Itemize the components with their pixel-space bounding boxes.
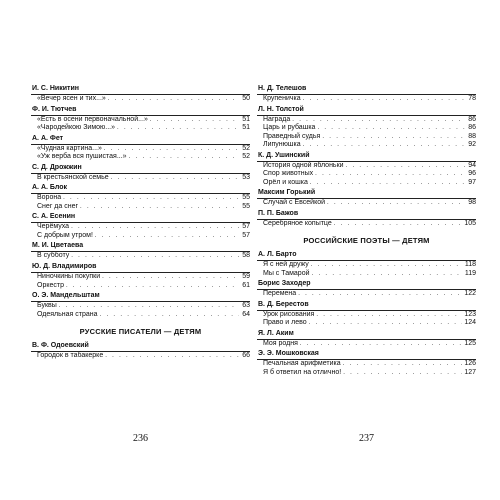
- toc-entry: [257, 141, 476, 150]
- entry-page-number: 78: [468, 95, 476, 102]
- toc-entry: [257, 319, 476, 328]
- dot-leader: [105, 352, 239, 361]
- toc-entry: [257, 261, 476, 270]
- toc-entry: [257, 311, 476, 320]
- entry-title: Ворона: [37, 194, 62, 202]
- entry-title: «Вечер ясен и тих...»: [37, 95, 106, 102]
- dot-leader: [310, 179, 465, 188]
- entry-page-number: 118: [464, 261, 476, 269]
- entry-title: В крестьянской семье: [37, 173, 109, 181]
- entry-page-number: 58: [242, 252, 250, 260]
- dot-leader: [104, 145, 239, 154]
- entry-page-number: 122: [464, 290, 476, 298]
- dot-leader: [59, 302, 239, 311]
- entry-page-number: 126: [464, 360, 476, 368]
- toc-entry: [257, 179, 476, 188]
- entry-title: «Есть в осени первоначальной...»: [37, 115, 148, 123]
- dot-leader: [117, 124, 239, 133]
- dot-leader: [316, 311, 462, 320]
- entry-title: Городок в табакерке: [37, 351, 104, 359]
- entry-page-number: 105: [464, 219, 476, 227]
- entry-title: Орёл и кошка: [263, 178, 308, 186]
- page-number-left: 236: [133, 433, 148, 444]
- entry-page-number: 97: [468, 178, 476, 186]
- toc-author-section: [257, 209, 476, 229]
- dot-leader: [71, 252, 239, 261]
- entry-title: Снег да снег: [37, 202, 79, 210]
- entry-page-number: 50: [242, 95, 250, 102]
- toc-author-section: [31, 84, 250, 104]
- dot-leader: [312, 270, 463, 279]
- toc-author-section: [31, 241, 250, 261]
- author-name: Н. Д. Телешов: [257, 84, 476, 95]
- toc-entry: [31, 194, 250, 203]
- entry-title: «Чародейкою Зимою...»: [37, 124, 116, 132]
- entry-title: Серебряное копытце: [263, 219, 332, 227]
- entry-title: Я с ней дружу: [263, 261, 309, 269]
- entry-title: «Уж верба вся пушистая...»: [37, 153, 127, 161]
- entry-title: Награда: [263, 115, 291, 123]
- toc-entry: [257, 133, 476, 142]
- toc-entry: [257, 360, 476, 369]
- entry-page-number: 86: [468, 124, 476, 132]
- entry-page-number: 86: [468, 115, 476, 123]
- entry-title: Случай с Евсейкой: [263, 199, 326, 207]
- toc-entry: [31, 145, 250, 154]
- toc-author-section: [31, 105, 250, 133]
- toc-entry: [257, 340, 476, 349]
- toc-entry: [31, 203, 250, 212]
- entry-page-number: 92: [468, 141, 476, 149]
- entry-title: Моя родня: [263, 339, 298, 347]
- toc-author-section: [257, 279, 476, 299]
- toc-author-section: [257, 151, 476, 188]
- dot-leader: [322, 133, 465, 142]
- entry-page-number: 94: [468, 161, 476, 169]
- toc-author-section: [257, 300, 476, 328]
- entry-title: Я б ответил на отлично!: [263, 368, 342, 376]
- dot-leader: [80, 203, 239, 212]
- author-name: А. А. Блок: [31, 183, 250, 194]
- entry-page-number: 55: [242, 194, 250, 202]
- toc-entry: [257, 95, 476, 104]
- entry-title: Буквы: [37, 302, 57, 310]
- dot-leader: [129, 153, 239, 162]
- author-name: Л. Н. Толстой: [257, 105, 476, 116]
- toc-entry: [257, 170, 476, 179]
- toc-author-section: [257, 105, 476, 150]
- entry-page-number: 88: [468, 132, 476, 140]
- entry-page-number: 59: [242, 273, 250, 281]
- section-heading-russian-poets: РОССИЙСКИЕ ПОЭТЫ — ДЕТЯМ: [303, 236, 430, 246]
- entry-title: «Чудная картина...»: [37, 144, 102, 152]
- entry-page-number: 64: [242, 310, 250, 318]
- entry-title: Перемена: [263, 290, 297, 298]
- author-name: Максим Горький: [257, 188, 476, 199]
- author-name: Я. Л. Аким: [257, 329, 476, 340]
- dot-leader: [300, 340, 462, 349]
- toc-author-section: [31, 291, 250, 319]
- toc-entry: [31, 352, 250, 361]
- toc-author-section: [31, 341, 250, 361]
- dot-leader: [66, 282, 239, 291]
- entry-title: История одной яблоньки: [263, 161, 344, 169]
- author-name: И. С. Никитин: [31, 84, 250, 95]
- entry-page-number: 98: [468, 199, 476, 207]
- toc-author-section: [31, 262, 250, 290]
- entry-page-number: 57: [242, 223, 250, 231]
- dot-leader: [343, 369, 462, 378]
- toc-entry: [31, 95, 250, 104]
- toc-author-section: [257, 250, 476, 278]
- entry-title: Липунюшка: [263, 141, 301, 149]
- author-name: Э. Э. Мошковская: [257, 349, 476, 360]
- entry-title: Одеяльная страна: [37, 310, 98, 318]
- author-name: О. Э. Мандельштам: [31, 291, 250, 302]
- author-name: А. А. Фет: [31, 134, 250, 145]
- toc-entry: [257, 116, 476, 125]
- author-name: Борис Заходер: [257, 279, 476, 290]
- toc-entry: [257, 124, 476, 133]
- right-sections-after: [257, 250, 476, 377]
- entry-page-number: 51: [242, 124, 250, 132]
- author-name: В. Д. Берестов: [257, 300, 476, 311]
- toc-entry: [257, 290, 476, 299]
- dot-leader: [71, 223, 239, 232]
- dot-leader: [95, 232, 239, 241]
- author-name: Ю. Д. Владимиров: [31, 262, 250, 273]
- section-heading-russian-writers: РУССКИЕ ПИСАТЕЛИ — ДЕТЯМ: [79, 327, 202, 337]
- entry-title: Черёмуха: [37, 223, 70, 231]
- left-sections-after: [31, 341, 250, 361]
- entry-page-number: 52: [242, 153, 250, 161]
- toc-author-section: [257, 188, 476, 208]
- author-name: С. Д. Дрожжин: [31, 163, 250, 174]
- dot-leader: [317, 124, 465, 133]
- author-name: К. Д. Ушинский: [257, 151, 476, 162]
- entry-page-number: 66: [242, 351, 250, 359]
- entry-title: Печальная арифметика: [263, 360, 341, 368]
- dot-leader: [150, 116, 239, 125]
- entry-title: Ниночкины покупки: [37, 273, 101, 281]
- dot-leader: [315, 170, 465, 179]
- dot-leader: [63, 194, 239, 203]
- author-name: С. А. Есенин: [31, 212, 250, 223]
- dot-leader: [327, 199, 465, 208]
- page-number-right: 237: [359, 433, 374, 444]
- author-name: М. И. Цветаева: [31, 241, 250, 252]
- left-sections-before: [31, 84, 250, 319]
- toc-entry: [257, 270, 476, 279]
- entry-title: В субботу: [37, 252, 70, 260]
- left-page-toc: [31, 84, 250, 361]
- dot-leader: [311, 261, 463, 270]
- toc-entry: [31, 174, 250, 183]
- entry-title: Праведный судья: [263, 132, 321, 140]
- toc-entry: [31, 124, 250, 133]
- entry-title: С добрым утром!: [37, 231, 93, 239]
- entry-page-number: 96: [468, 170, 476, 178]
- toc-author-section: [257, 84, 476, 104]
- entry-title: Право и лево: [263, 319, 307, 327]
- entry-page-number: 63: [242, 302, 250, 310]
- right-sections-before: [257, 84, 476, 228]
- entry-title: Мы с Тамарой: [263, 269, 310, 277]
- toc-entry: [257, 199, 476, 208]
- toc-author-section: [31, 163, 250, 183]
- entry-page-number: 57: [242, 231, 250, 239]
- dot-leader: [303, 95, 465, 104]
- right-page-toc: [257, 84, 476, 378]
- toc-entry: [257, 162, 476, 171]
- entry-page-number: 55: [242, 202, 250, 210]
- dot-leader: [111, 174, 239, 183]
- entry-title: Урок рисования: [263, 310, 315, 318]
- entry-title: Спор животных: [263, 170, 314, 178]
- toc-author-section: [257, 329, 476, 349]
- toc-entry: [31, 282, 250, 291]
- toc-author-section: [31, 212, 250, 240]
- author-name: П. П. Бажов: [257, 209, 476, 220]
- dot-leader: [108, 95, 239, 104]
- dot-leader: [303, 141, 465, 150]
- toc-entry: [31, 153, 250, 162]
- entry-page-number: 61: [242, 281, 250, 289]
- dot-leader: [102, 273, 239, 282]
- toc-author-section: [257, 349, 476, 377]
- author-name: Ф. И. Тютчев: [31, 105, 250, 116]
- entry-page-number: 127: [464, 368, 476, 376]
- entry-page-number: 125: [464, 339, 476, 347]
- entry-page-number: 124: [464, 319, 476, 327]
- dot-leader: [298, 290, 462, 299]
- toc-entry: [31, 302, 250, 311]
- toc-entry: [257, 220, 476, 229]
- entry-title: Крупеничка: [263, 95, 301, 102]
- toc-entry: [31, 273, 250, 282]
- dot-leader: [334, 220, 463, 229]
- entry-page-number: 53: [242, 173, 250, 181]
- toc-entry: [31, 116, 250, 125]
- toc-entry: [31, 223, 250, 232]
- toc-author-section: [31, 134, 250, 162]
- dot-leader: [343, 360, 463, 369]
- entry-page-number: 51: [242, 115, 250, 123]
- toc-entry: [31, 252, 250, 261]
- toc-entry: [257, 369, 476, 378]
- entry-page-number: 123: [464, 310, 476, 318]
- toc-entry: [31, 232, 250, 241]
- entry-page-number: 52: [242, 144, 250, 152]
- entry-page-number: 119: [464, 269, 476, 277]
- entry-title: Оркестр: [37, 281, 64, 289]
- dot-leader: [346, 162, 465, 171]
- toc-author-section: [31, 183, 250, 211]
- author-name: В. Ф. Одоевский: [31, 341, 250, 352]
- dot-leader: [100, 311, 239, 320]
- dot-leader: [309, 319, 463, 328]
- dot-leader: [292, 116, 465, 125]
- author-name: А. Л. Барто: [257, 250, 476, 261]
- entry-title: Царь и рубашка: [263, 124, 316, 132]
- toc-entry: [31, 311, 250, 320]
